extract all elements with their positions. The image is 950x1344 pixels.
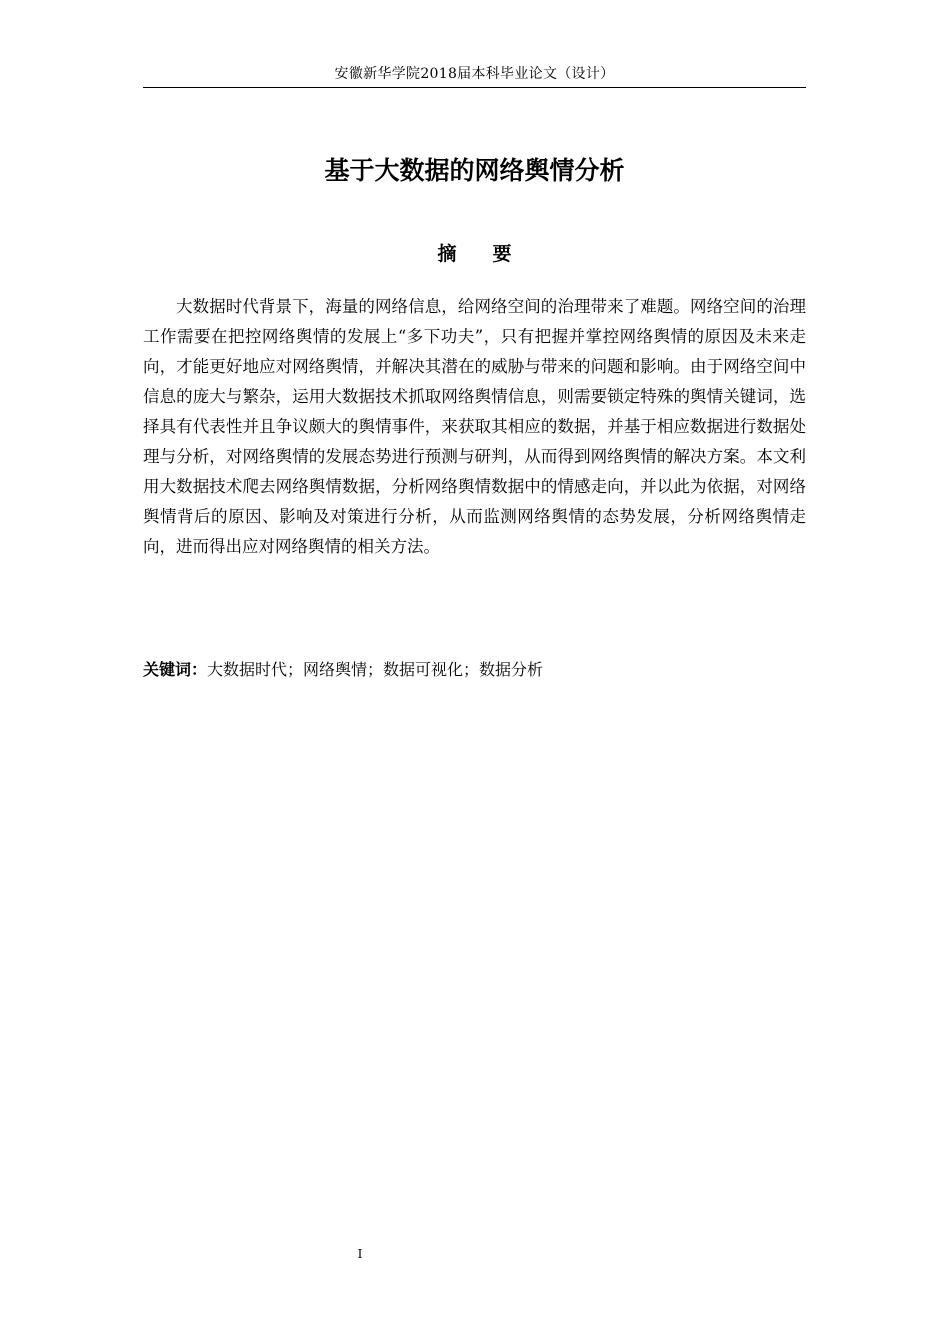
keywords-label: 关键词： [143,660,208,679]
page-number: I [357,1247,363,1261]
header-rule [143,87,806,88]
abstract-heading: 摘要 [437,243,548,265]
keywords-line [143,656,806,684]
running-header: 安徽新华学院2018届本科毕业论文（设计） [334,66,615,82]
paper-title: 基于大数据的网络舆情分析 [324,156,625,185]
keywords-value: 大数据时代；网络舆情；数据可视化；数据分析 [207,660,544,679]
abstract-body: 大数据时代背景下，海量的网络信息，给网络空间的治理带来了难题。网络空间的治理工作需要在把控网络舆情的发展上“多下功夫”，只有把握并掌控网络舆情的原因及未来走向，才能更好地应对网络舆情，并解决其潜在的威胁与带来的问题和影响。由于网络空间中信息的庞大与繁杂，运用大数据技术抓取网络舆情信息，则需要锁定特殊的舆情关键词，选择具有代表性并且争议颇大的舆情事件，来获取其相应的数据，并基于相应数据进行数据处理与分析，对网络舆情的发展态势进行预测与研判，从而得到网络舆情的解决方案。本文利用大数据技术爬去网络舆情数据，分析网络舆情数据中的情感走向，并以此为依据，对网络舆情背后的原因、影响及对策进行分析，从而监测网络舆情的态势发展，分析网络舆情走向，进而得出应对网络舆情的相关方法。 [143,297,806,556]
